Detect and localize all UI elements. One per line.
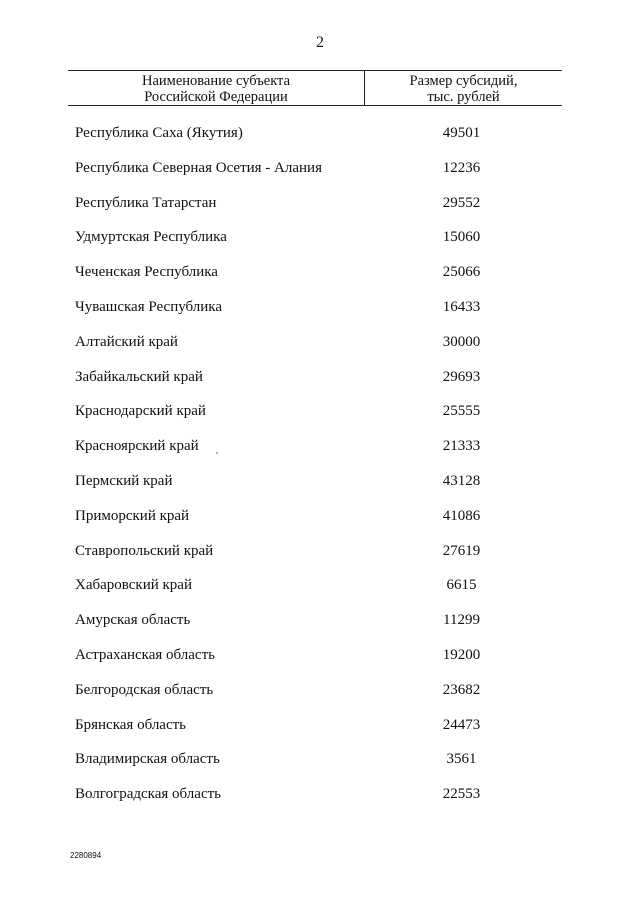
subsidy-value: 23682 (442, 681, 481, 698)
subsidy-value: 15060 (442, 229, 481, 246)
region-name: Амурская область (75, 612, 191, 629)
header-subsidy-size (365, 73, 562, 105)
table-row (0, 333, 640, 368)
subsidy-value: 25066 (442, 264, 481, 281)
region-name: Республика Татарстан (75, 194, 217, 211)
header-subsidy-size-line1: Размер субсидий, (409, 73, 518, 89)
region-name: Ставропольский край (75, 542, 214, 559)
table-row (0, 785, 640, 820)
subsidy-value: 21333 (442, 438, 481, 455)
subsidy-value: 12236 (442, 159, 481, 176)
subsidy-value: 27619 (442, 542, 481, 559)
header-region-name (68, 73, 364, 105)
region-name: Владимирская область (75, 751, 220, 768)
table-row (0, 507, 640, 542)
region-name: Красноярский край (75, 438, 199, 455)
region-name: Пермский край (75, 472, 173, 489)
subsidy-value: 3561 (446, 751, 477, 768)
page-number: 2 (316, 34, 324, 51)
region-name: Удмуртская Республика (75, 229, 227, 246)
table-body (0, 124, 640, 820)
table-row (0, 402, 640, 437)
scan-speck (216, 452, 218, 454)
subsidy-value: 6615 (446, 577, 477, 594)
header-region-name-line2: Российской Федерации (144, 89, 288, 105)
table-row (0, 750, 640, 785)
subsidy-value: 24473 (442, 716, 481, 733)
subsidy-value: 29693 (442, 368, 481, 385)
table-row (0, 263, 640, 298)
table-row (0, 437, 640, 472)
table-row (0, 124, 640, 159)
region-name: Чеченская Республика (75, 264, 218, 281)
table-header (68, 70, 562, 106)
table-row (0, 159, 640, 194)
region-name: Белгородская область (75, 681, 214, 698)
region-name: Приморский край (75, 507, 190, 524)
region-name: Забайкальский край (75, 368, 203, 385)
region-name: Краснодарский край (75, 403, 206, 420)
region-name: Брянская область (75, 716, 187, 733)
table-row (0, 194, 640, 229)
subsidy-value: 25555 (442, 403, 481, 420)
region-name: Волгоградская область (75, 786, 221, 803)
region-name: Чувашская Республика (75, 298, 223, 315)
subsidy-value: 19200 (442, 646, 481, 663)
subsidy-value: 49501 (442, 125, 481, 141)
subsidy-value: 43128 (442, 472, 481, 489)
table-row (0, 542, 640, 577)
region-name: Хабаровский край (75, 577, 192, 594)
table-row (0, 611, 640, 646)
subsidy-value: 11299 (443, 612, 480, 629)
table-row (0, 681, 640, 716)
header-region-name-line1: Наименование субъекта (141, 73, 291, 89)
subsidy-value: 41086 (442, 507, 481, 524)
table-row (0, 368, 640, 403)
table-row (0, 228, 640, 263)
region-name: Алтайский край (75, 333, 178, 350)
subsidy-value: 29552 (442, 194, 481, 211)
document-code: 2280894 (70, 851, 102, 860)
region-name: Астраханская область (75, 646, 215, 663)
subsidy-value: 22553 (442, 786, 481, 803)
table-row (0, 298, 640, 333)
subsidy-value: 16433 (442, 298, 481, 315)
table-row (0, 576, 640, 611)
table-row (0, 472, 640, 507)
table-row (0, 716, 640, 751)
region-name: Республика Северная Осетия - Алания (75, 159, 322, 176)
region-name: Республика Саха (Якутия) (75, 125, 243, 141)
table-row (0, 646, 640, 681)
header-subsidy-size-line2: тыс. рублей (427, 89, 500, 105)
subsidy-value: 30000 (442, 333, 481, 350)
